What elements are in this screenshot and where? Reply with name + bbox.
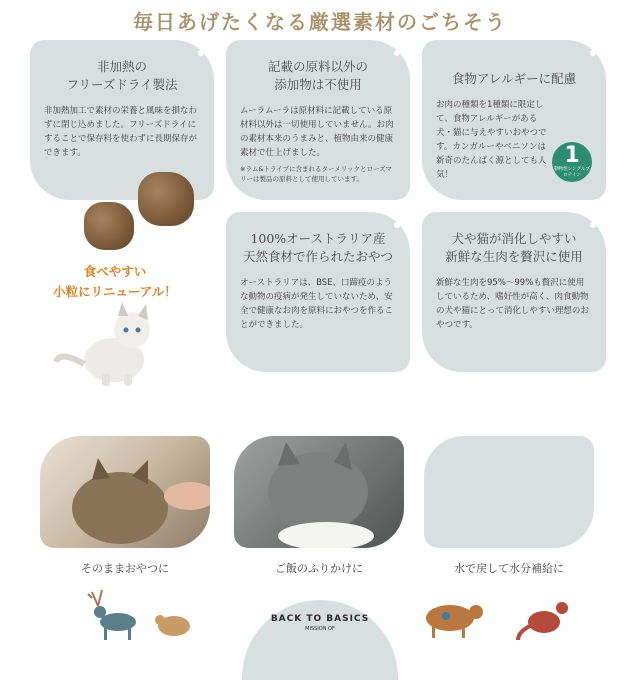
card-dot-icon [394,222,400,228]
card-body: 新鮮な生肉を95%〜99%も贅沢に使用しているため、嗜好性が高く、肉食動物の犬や猫にとって消化しやすい理想のおやつです。 [436,278,589,330]
card-body: 非加熱加工で素材の栄養と風味を損なわずに閉じ込めました。フリーズドライにすることで保存料を使わずに長期保存ができます。 [44,106,198,158]
card-title-line1: 食物アレルギーに配慮 [451,71,577,86]
usage-caption: ご飯のふりかけに [275,562,363,575]
usage-photo-topping [234,436,404,548]
feature-card-freeze-dry [30,40,214,200]
card-title [240,230,396,266]
feature-card-allergy [422,40,606,200]
card-title-line1: 非加熱の [96,59,147,74]
cow-icon [418,596,486,640]
brand-line2: MISSION OF [305,626,335,632]
kitten-image [50,300,160,390]
card-body: お肉の種類を1種類に限定して、食物アレルギーがある犬・猫に与えやすいおやつです。カンガルーやベニソンは新奇のたんぱく源としても人気！ [436,100,547,180]
cat-eating-treat-image [40,436,210,548]
promo-line1: 食べやすい [83,264,147,279]
cat-eating-bowl-image [234,436,404,548]
promo-text [30,262,200,302]
promo-line2: 小粒にリニューアル！ [53,284,177,299]
usage-photo-treat [40,436,210,548]
card-title [240,58,396,94]
card-title-line1: 100%オーストラリア産 [250,231,386,246]
feature-card-fresh-meat [422,212,606,372]
kibble-image [84,202,134,250]
feature-card-australia [226,212,410,372]
card-title [436,230,592,266]
card-title [44,58,200,94]
card-dot-icon [394,50,400,56]
usage-caption: 水で戻して水分補給に [454,562,564,575]
card-dot-icon [590,222,596,228]
deer-icon [86,588,146,640]
card-title-line1: 犬や猫が消化しやすい [451,231,577,246]
card-dot-icon [198,50,204,56]
card-note: ※ラム&トライプに含まれるターメリックとローズマリーは製品の原料として使用しています。 [240,165,393,183]
brand-logo [242,600,398,680]
feature-card-no-additives [226,40,410,200]
bear-icon [154,610,194,640]
card-title-line1: 記載の原料以外の [267,59,368,74]
usage-caption: そのままおやつに [81,562,169,575]
kangaroo-icon [516,596,576,640]
usage-photo-water [424,436,594,548]
page-title: 毎日あげたくなる厳選素材のごちそう [133,10,507,34]
card-dot-icon [590,50,596,56]
kibble-image [138,172,194,226]
card-body: オーストラリアは、BSE、口蹄疫のような動物の疫病が発生していないため、安全で健康なお肉を原料におやつを作ることができました。 [240,278,394,330]
card-title-line2: フリーズドライ製法 [66,77,178,92]
card-title-line2: 天然食材で作られたおやつ [242,249,393,264]
card-title-line2: 添加物は不使用 [274,77,362,92]
card-title [436,70,592,88]
badge-number: 1 [564,143,580,168]
card-title-line2: 新鮮な生肉を贅沢に使用 [445,249,583,264]
brand-line1: BACK TO BASICS [270,614,370,624]
card-body: ムーラムーラは原材料に記載している原材料以外は一切使用していません。お肉の素材本来のうまみと、植物由来の健康素材で仕上げました。 [240,106,394,158]
badge-label: 動物性シングルプロテイン [554,167,590,178]
single-protein-badge [552,142,592,182]
